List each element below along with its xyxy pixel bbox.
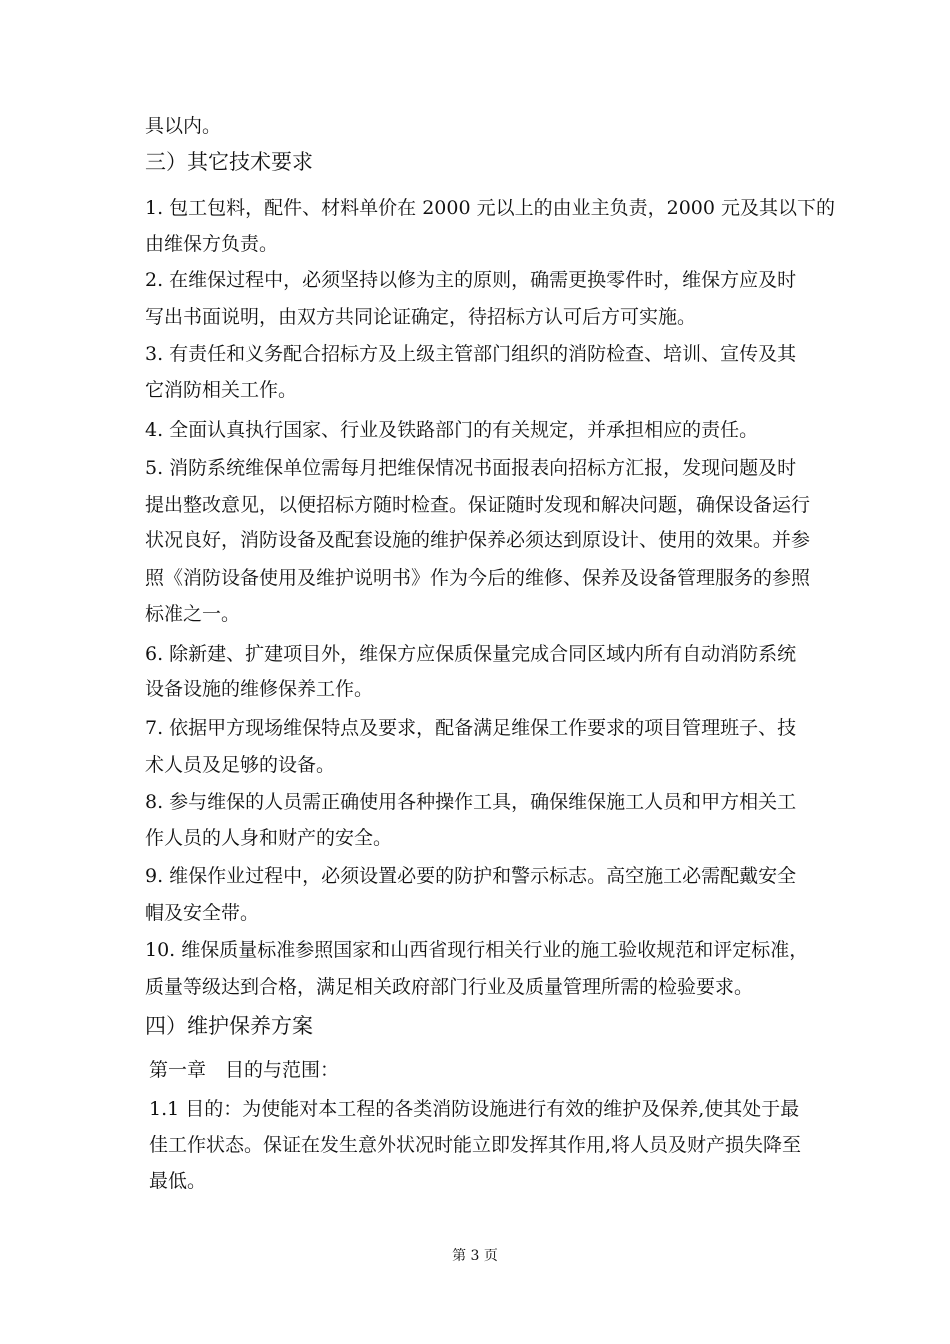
text-line: 佳工作状态。保证在发生意外状况时能立即发挥其作用,将人员及财产损失降至 — [149, 1134, 802, 1156]
text-line: 由维保方负责。 — [145, 233, 279, 255]
text-line: 术人员及足够的设备。 — [145, 754, 336, 776]
text-line: 状况良好，消防设备及配套设施的维护保养必须达到原设计、使用的效果。并参 — [145, 529, 811, 551]
text-line: 8. 参与维保的人员需正确使用各种操作工具，确保维保施工人员和甲方相关工 — [145, 791, 797, 813]
page-number: 第 3 页 — [452, 1248, 498, 1264]
text-line: 3. 有责任和义务配合招标方及上级主管部门组织的消防检查、培训、宣传及其 — [145, 343, 797, 365]
text-line: 7. 依据甲方现场维保特点及要求，配备满足维保工作要求的项目管理班子、技 — [145, 717, 797, 739]
text-line: 标准之一。 — [145, 603, 241, 625]
section-heading: 四）维护保养方案 — [145, 1014, 313, 1038]
chapter-heading: 第一章 目的与范围： — [149, 1059, 340, 1081]
text-line: 5. 消防系统维保单位需每月把维保情况书面报表向招标方汇报，发现问题及时 — [145, 457, 797, 479]
text-line: 帽及安全带。 — [145, 902, 260, 924]
text-line: 照《消防设备使用及维护说明书》作为今后的维修、保养及设备管理服务的参照 — [145, 567, 811, 589]
text-line: 作人员的人身和财产的安全。 — [145, 827, 393, 849]
section-heading: 三）其它技术要求 — [145, 150, 313, 174]
text-line: 1. 包工包料，配件、材料单价在 2000 元以上的由业主负责，2000 元及其以下的 — [145, 197, 835, 219]
text-line: 2. 在维保过程中，必须坚持以修为主的原则，确需更换零件时，维保方应及时 — [145, 269, 797, 291]
text-line: 4. 全面认真执行国家、行业及铁路部门的有关规定，并承担相应的责任。 — [145, 419, 759, 441]
text-line: 1.1 目的：为使能对本工程的各类消防设施进行有效的维护及保养,使其处于最 — [149, 1098, 800, 1120]
text-line: 具以内。 — [145, 115, 222, 137]
text-line: 写出书面说明，由双方共同论证确定，待招标方认可后方可实施。 — [145, 306, 697, 328]
text-line: 9. 维保作业过程中，必须设置必要的防护和警示标志。高空施工必需配戴安全 — [145, 865, 797, 887]
text-line: 提出整改意见，以便招标方随时检查。保证随时发现和解决问题，确保设备运行 — [145, 494, 811, 516]
text-line: 质量等级达到合格，满足相关政府部门行业及质量管理所需的检验要求。 — [145, 976, 754, 998]
text-line: 最低。 — [149, 1170, 207, 1192]
text-line: 10. 维保质量标准参照国家和山西省现行相关行业的施工验收规范和评定标准， — [145, 939, 809, 961]
text-line: 6. 除新建、扩建项目外，维保方应保质保量完成合同区域内所有自动消防系统 — [145, 643, 797, 665]
text-line: 设备设施的维修保养工作。 — [145, 678, 374, 700]
text-line: 它消防相关工作。 — [145, 379, 298, 401]
